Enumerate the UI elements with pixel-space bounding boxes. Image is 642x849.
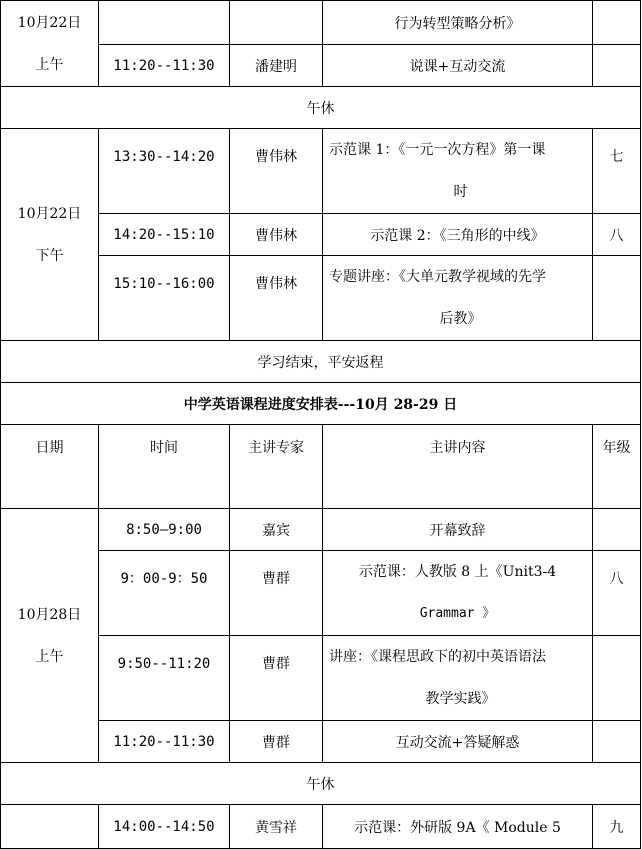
grade-cell: 八 <box>593 214 641 256</box>
date-cell <box>1 805 99 849</box>
time-cell: 15:10--16:00 <box>99 256 230 341</box>
content-cell: 开幕致辞 <box>323 509 593 551</box>
content-line: 专题讲座：《大单元教学视域的先学 <box>329 269 546 285</box>
noon-break-row: 午休 <box>1 87 641 129</box>
column-header-content: 主讲内容 <box>323 425 593 509</box>
grade-cell: 七 <box>593 129 641 214</box>
date-label: 10月28日 <box>17 606 82 623</box>
content-cell: 行为转型策略分析》 <box>323 1 593 45</box>
time-cell: 9：00-9：50 <box>99 551 230 636</box>
speaker-cell: 潘建明 <box>230 45 323 87</box>
time-cell: 11:20--11:30 <box>99 721 230 763</box>
table-header-row <box>1 425 641 509</box>
time-cell: 13:30--14:20 <box>99 129 230 214</box>
content-line: 讲座：《课程思政下的初中英语语法 <box>329 649 546 665</box>
column-header-grade: 年级 <box>593 425 641 509</box>
grade-cell <box>593 509 641 551</box>
content-line: 后教》 <box>439 311 482 327</box>
grade-cell <box>593 1 641 45</box>
table-row <box>1 383 641 425</box>
content-cell: 说课+互动交流 <box>323 45 593 87</box>
time-cell: 14:20--15:10 <box>99 214 230 256</box>
content-cell <box>323 256 593 341</box>
time-cell: 8:50—9:00 <box>99 509 230 551</box>
date-cell <box>1 509 99 763</box>
grade-cell: 九 <box>593 805 641 849</box>
table-row <box>1 763 641 805</box>
time-cell: 9:50--11:20 <box>99 636 230 721</box>
date-label: 10月22日 <box>17 205 82 222</box>
content-cell <box>323 551 593 636</box>
speaker-cell: 曹群 <box>230 636 323 721</box>
grade-cell <box>593 45 641 87</box>
date-cell <box>1 129 99 341</box>
table-row <box>1 509 641 551</box>
speaker-cell: 曹群 <box>230 551 323 636</box>
table-row <box>1 87 641 129</box>
content-cell: 示范课 2：《三角形的中线》 <box>323 214 593 256</box>
content-line: 教学实践》 <box>425 691 496 707</box>
content-line: Grammar 》 <box>419 606 496 621</box>
grade-cell <box>593 636 641 721</box>
content-line: 示范课：人教版 8 上《Unit3-4 <box>358 564 557 580</box>
time-cell <box>99 1 230 45</box>
column-header-time: 时间 <box>99 425 230 509</box>
speaker-cell: 曹伟林 <box>230 256 323 341</box>
time-cell: 14:00--14:50 <box>99 805 230 849</box>
noon-break-row: 午休 <box>1 763 641 805</box>
table-row <box>1 1 641 45</box>
time-cell: 11:20--11:30 <box>99 45 230 87</box>
speaker-cell: 嘉宾 <box>230 509 323 551</box>
column-header-date: 日期 <box>1 425 99 509</box>
grade-cell <box>593 256 641 341</box>
table-row <box>1 129 641 214</box>
content-cell <box>323 129 593 214</box>
period-label: 上午 <box>35 56 64 73</box>
period-label: 下午 <box>35 247 64 264</box>
speaker-cell: 曹伟林 <box>230 214 323 256</box>
content-cell: 互动交流+答疑解惑 <box>323 721 593 763</box>
speaker-cell: 曹伟林 <box>230 129 323 214</box>
speaker-cell <box>230 1 323 45</box>
table-row <box>1 805 641 849</box>
speaker-cell: 曹群 <box>230 721 323 763</box>
content-cell <box>323 636 593 721</box>
period-label: 上午 <box>35 648 64 665</box>
closing-row: 学习结束，平安返程 <box>1 341 641 383</box>
content-line: 时 <box>453 184 468 200</box>
section-title: 中学英语课程进度安排表---10月 28-29 日 <box>1 383 641 425</box>
column-header-speaker: 主讲专家 <box>230 425 323 509</box>
speaker-cell: 黄雪祥 <box>230 805 323 849</box>
table-row <box>1 341 641 383</box>
date-cell <box>1 1 99 87</box>
grade-cell <box>593 721 641 763</box>
grade-cell: 八 <box>593 551 641 636</box>
content-line: 示范课 1：《一元一次方程》第一课 <box>329 142 546 158</box>
date-label: 10月22日 <box>17 14 82 31</box>
content-cell: 示范课：外研版 9A《 Module 5 <box>323 805 593 849</box>
